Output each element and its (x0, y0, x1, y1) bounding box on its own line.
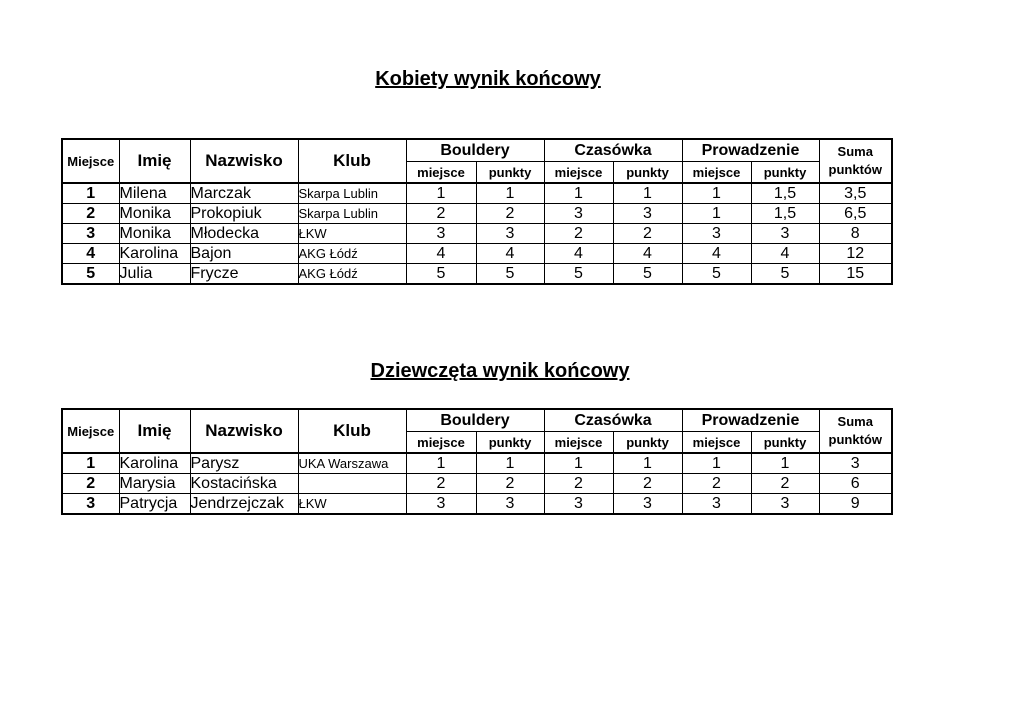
cell-bouldery-place: 3 (406, 494, 476, 515)
header-total-points: Suma punktów (819, 409, 892, 453)
subheader-place: miejsce (406, 162, 476, 184)
women-final-results-title: Kobiety wynik końcowy (375, 68, 601, 90)
cell-czasowka-points: 1 (613, 453, 682, 474)
cell-total-points: 6,5 (819, 204, 892, 224)
subheader-points: punkty (613, 162, 682, 184)
subheader-points: punkty (476, 432, 544, 454)
cell-czasowka-points: 1 (613, 183, 682, 204)
cell-bouldery-points: 4 (476, 244, 544, 264)
subheader-points: punkty (751, 162, 819, 184)
header-club: Klub (298, 139, 406, 183)
cell-place: 5 (62, 264, 119, 285)
cell-total-points: 3,5 (819, 183, 892, 204)
cell-club: ŁKW (298, 224, 406, 244)
subheader-place: miejsce (544, 162, 613, 184)
cell-bouldery-place: 5 (406, 264, 476, 285)
cell-bouldery-place: 1 (406, 453, 476, 474)
cell-name: Julia (119, 264, 190, 285)
cell-czasowka-points: 3 (613, 204, 682, 224)
cell-bouldery-place: 2 (406, 204, 476, 224)
cell-place: 1 (62, 183, 119, 204)
cell-bouldery-points: 3 (476, 494, 544, 515)
cell-bouldery-points: 2 (476, 204, 544, 224)
cell-place: 4 (62, 244, 119, 264)
cell-total-points: 9 (819, 494, 892, 515)
cell-prowadzenie-place: 3 (682, 224, 751, 244)
cell-czasowka-place: 1 (544, 183, 613, 204)
cell-bouldery-place: 2 (406, 474, 476, 494)
table-row (62, 224, 892, 244)
cell-prowadzenie-place: 1 (682, 183, 751, 204)
cell-place: 2 (62, 474, 119, 494)
header-prowadzenie: Prowadzenie (682, 139, 819, 162)
cell-czasowka-place: 4 (544, 244, 613, 264)
header-czasowka: Czasówka (544, 409, 682, 432)
cell-bouldery-points: 1 (476, 183, 544, 204)
cell-czasowka-points: 3 (613, 494, 682, 515)
cell-prowadzenie-place: 1 (682, 204, 751, 224)
table-row (62, 494, 892, 515)
cell-czasowka-points: 2 (613, 474, 682, 494)
women-results-table (61, 138, 893, 285)
girls-results-table (61, 408, 893, 515)
subheader-place: miejsce (682, 162, 751, 184)
cell-prowadzenie-points: 1 (751, 453, 819, 474)
table-row (62, 204, 892, 224)
subheader-place: miejsce (682, 432, 751, 454)
cell-place: 2 (62, 204, 119, 224)
cell-prowadzenie-place: 3 (682, 494, 751, 515)
cell-bouldery-place: 3 (406, 224, 476, 244)
cell-czasowka-points: 2 (613, 224, 682, 244)
cell-prowadzenie-points: 3 (751, 494, 819, 515)
cell-place: 3 (62, 494, 119, 515)
cell-club: Skarpa Lublin (298, 183, 406, 204)
cell-name: Milena (119, 183, 190, 204)
cell-czasowka-place: 3 (544, 494, 613, 515)
cell-bouldery-points: 3 (476, 224, 544, 244)
cell-surname: Frycze (190, 264, 298, 285)
table-row (62, 474, 892, 494)
cell-surname: Jendrzejczak (190, 494, 298, 515)
cell-prowadzenie-place: 5 (682, 264, 751, 285)
header-place: Miejsce (62, 409, 119, 453)
girls-final-results-title: Dziewczęta wynik końcowy (370, 360, 630, 382)
header-surname: Nazwisko (190, 139, 298, 183)
header-bouldery: Bouldery (406, 409, 544, 432)
cell-bouldery-points: 5 (476, 264, 544, 285)
cell-club: ŁKW (298, 494, 406, 515)
cell-club: AKG Łódź (298, 264, 406, 285)
cell-club: UKA Warszawa (298, 453, 406, 474)
cell-czasowka-place: 2 (544, 224, 613, 244)
subheader-points: punkty (751, 432, 819, 454)
cell-bouldery-place: 1 (406, 183, 476, 204)
cell-name: Marysia (119, 474, 190, 494)
header-total-points: Suma punktów (819, 139, 892, 183)
cell-czasowka-points: 4 (613, 244, 682, 264)
subheader-place: miejsce (406, 432, 476, 454)
table-row (62, 453, 892, 474)
table-row (62, 264, 892, 285)
cell-place: 3 (62, 224, 119, 244)
cell-czasowka-place: 3 (544, 204, 613, 224)
cell-surname: Młodecka (190, 224, 298, 244)
cell-place: 1 (62, 453, 119, 474)
subheader-place: miejsce (544, 432, 613, 454)
cell-prowadzenie-points: 1,5 (751, 183, 819, 204)
header-czasowka: Czasówka (544, 139, 682, 162)
cell-czasowka-points: 5 (613, 264, 682, 285)
table-row (62, 244, 892, 264)
cell-club: Skarpa Lublin (298, 204, 406, 224)
cell-czasowka-place: 2 (544, 474, 613, 494)
cell-name: Karolina (119, 244, 190, 264)
cell-prowadzenie-points: 5 (751, 264, 819, 285)
cell-prowadzenie-points: 1,5 (751, 204, 819, 224)
cell-total-points: 8 (819, 224, 892, 244)
subheader-points: punkty (476, 162, 544, 184)
cell-total-points: 12 (819, 244, 892, 264)
cell-surname: Marczak (190, 183, 298, 204)
cell-total-points: 3 (819, 453, 892, 474)
cell-club (298, 474, 406, 494)
cell-czasowka-place: 5 (544, 264, 613, 285)
cell-prowadzenie-points: 4 (751, 244, 819, 264)
header-club: Klub (298, 409, 406, 453)
cell-surname: Prokopiuk (190, 204, 298, 224)
cell-prowadzenie-place: 1 (682, 453, 751, 474)
cell-prowadzenie-points: 2 (751, 474, 819, 494)
header-prowadzenie: Prowadzenie (682, 409, 819, 432)
cell-surname: Bajon (190, 244, 298, 264)
subheader-points: punkty (613, 432, 682, 454)
header-name: Imię (119, 409, 190, 453)
cell-prowadzenie-place: 4 (682, 244, 751, 264)
cell-name: Karolina (119, 453, 190, 474)
table-row (62, 183, 892, 204)
cell-surname: Parysz (190, 453, 298, 474)
cell-name: Monika (119, 224, 190, 244)
header-place: Miejsce (62, 139, 119, 183)
header-name: Imię (119, 139, 190, 183)
header-bouldery: Bouldery (406, 139, 544, 162)
cell-bouldery-points: 2 (476, 474, 544, 494)
cell-total-points: 15 (819, 264, 892, 285)
cell-name: Monika (119, 204, 190, 224)
cell-bouldery-place: 4 (406, 244, 476, 264)
cell-bouldery-points: 1 (476, 453, 544, 474)
header-surname: Nazwisko (190, 409, 298, 453)
cell-club: AKG Łódź (298, 244, 406, 264)
cell-czasowka-place: 1 (544, 453, 613, 474)
cell-prowadzenie-points: 3 (751, 224, 819, 244)
cell-name: Patrycja (119, 494, 190, 515)
cell-total-points: 6 (819, 474, 892, 494)
cell-prowadzenie-place: 2 (682, 474, 751, 494)
cell-surname: Kostacińska (190, 474, 298, 494)
